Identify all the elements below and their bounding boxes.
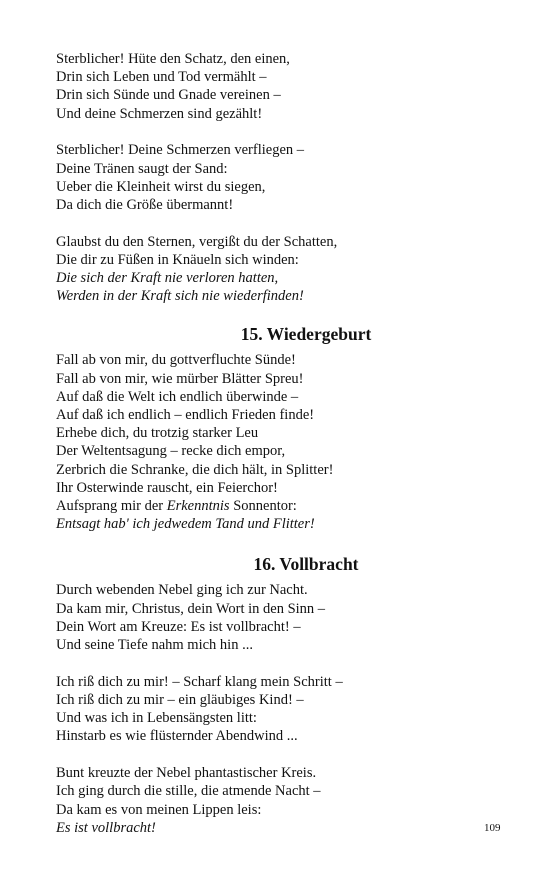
poem-line: Erhebe dich, du trotzig starker Leu — [56, 425, 259, 442]
poem-line: Glaubst du den Sternen, vergißt du der Schatten, — [56, 233, 338, 250]
poem-line: Durch webenden Nebel ging ich zur Nacht. — [56, 582, 308, 599]
poem-line: Ihr Osterwinde rauscht, ein Feierchor! — [56, 479, 278, 496]
poem-title-wiedergeburt: 15. Wiedergeburt — [240, 324, 372, 345]
poem-line: Es ist vollbracht! — [56, 819, 156, 836]
poem-line: Und seine Tiefe nahm mich hin ... — [56, 637, 253, 654]
poem-line: Sterblicher! Hüte den Schatz, den einen, — [56, 51, 290, 67]
poem-line: Die dir zu Füßen in Knäueln sich winden: — [56, 251, 299, 268]
stanza — [56, 673, 496, 746]
poem-line: Auf daß ich endlich – endlich Frieden finde! — [56, 407, 315, 424]
poem-line: Ich riß dich zu mir! – Scharf klang mein Schritt – — [56, 673, 343, 690]
poem-line: Hinstarb es wie flüsternder Abendwind ... — [56, 728, 298, 745]
poem-line: Und deine Schmerzen sind gezählt! — [56, 105, 263, 122]
stanza-gap — [56, 214, 496, 233]
poem-line: Auf daß die Welt ich endlich überwinde – — [56, 388, 299, 405]
poem-line: Aufsprang mir der Erkenntnis Sonnentor: — [56, 498, 297, 515]
poem-title-vollbracht: 16. Vollbracht — [253, 554, 359, 575]
poem-line: Da kam es von meinen Lippen leis: — [56, 801, 262, 818]
poem-line: Werden in der Kraft sich nie wiederfinden! — [56, 288, 304, 305]
poem-line: Drin sich Leben und Tod vermählt – — [56, 69, 267, 86]
stanza-gap — [56, 123, 496, 142]
poem-line: Drin sich Sünde und Gnade vereinen – — [56, 87, 281, 104]
poem-vollbracht — [56, 581, 496, 836]
poem-line: Da dich die Größe übermannt! — [56, 196, 234, 213]
poem-line: Fall ab von mir, wie mürber Blätter Spreu! — [56, 370, 304, 387]
stanza — [56, 581, 496, 654]
stanza-gap — [56, 746, 496, 765]
poem-line: Ueber die Kleinheit wirst du siegen, — [56, 178, 266, 195]
stanza — [56, 764, 496, 837]
emphasis: Erkenntnis — [166, 498, 230, 515]
poem-line: Sterblicher! Deine Schmerzen verfliegen – — [56, 142, 305, 159]
poem-line: Ich ging durch die stille, die atmende Nacht – — [56, 783, 321, 800]
poem-line: Die sich der Kraft nie verloren hatten, — [56, 270, 279, 287]
poem-line: Fall ab von mir, du gottverfluchte Sünde! — [56, 352, 296, 369]
poem-line: Bunt kreuzte der Nebel phantastischer Kreis. — [56, 765, 317, 782]
poem-continuation — [56, 50, 496, 305]
stanza-gap — [56, 654, 496, 673]
poem-line: Dein Wort am Kreuze: Es ist vollbracht! – — [56, 618, 301, 635]
poem-line: Zerbrich die Schranke, die dich hält, in Splitter! — [56, 461, 334, 478]
stanza — [56, 50, 496, 123]
stanza — [56, 233, 496, 306]
poem-line: Der Weltentsagung – recke dich empor, — [56, 443, 286, 460]
poem-line: Da kam mir, Christus, dein Wort in den Sinn – — [56, 600, 326, 617]
poem-wiedergeburt — [56, 351, 496, 533]
poem-line: Entsagt hab' ich jedwedem Tand und Flitter! — [56, 516, 315, 533]
poem-line: Deine Tränen saugt der Sand: — [56, 160, 228, 177]
page-body — [56, 50, 496, 837]
page-number: 109 — [484, 822, 501, 834]
poem-line: Ich riß dich zu mir – ein gläubiges Kind! – — [56, 691, 304, 708]
poem-line: Und was ich in Lebensängsten litt: — [56, 710, 257, 727]
stanza — [56, 141, 496, 214]
